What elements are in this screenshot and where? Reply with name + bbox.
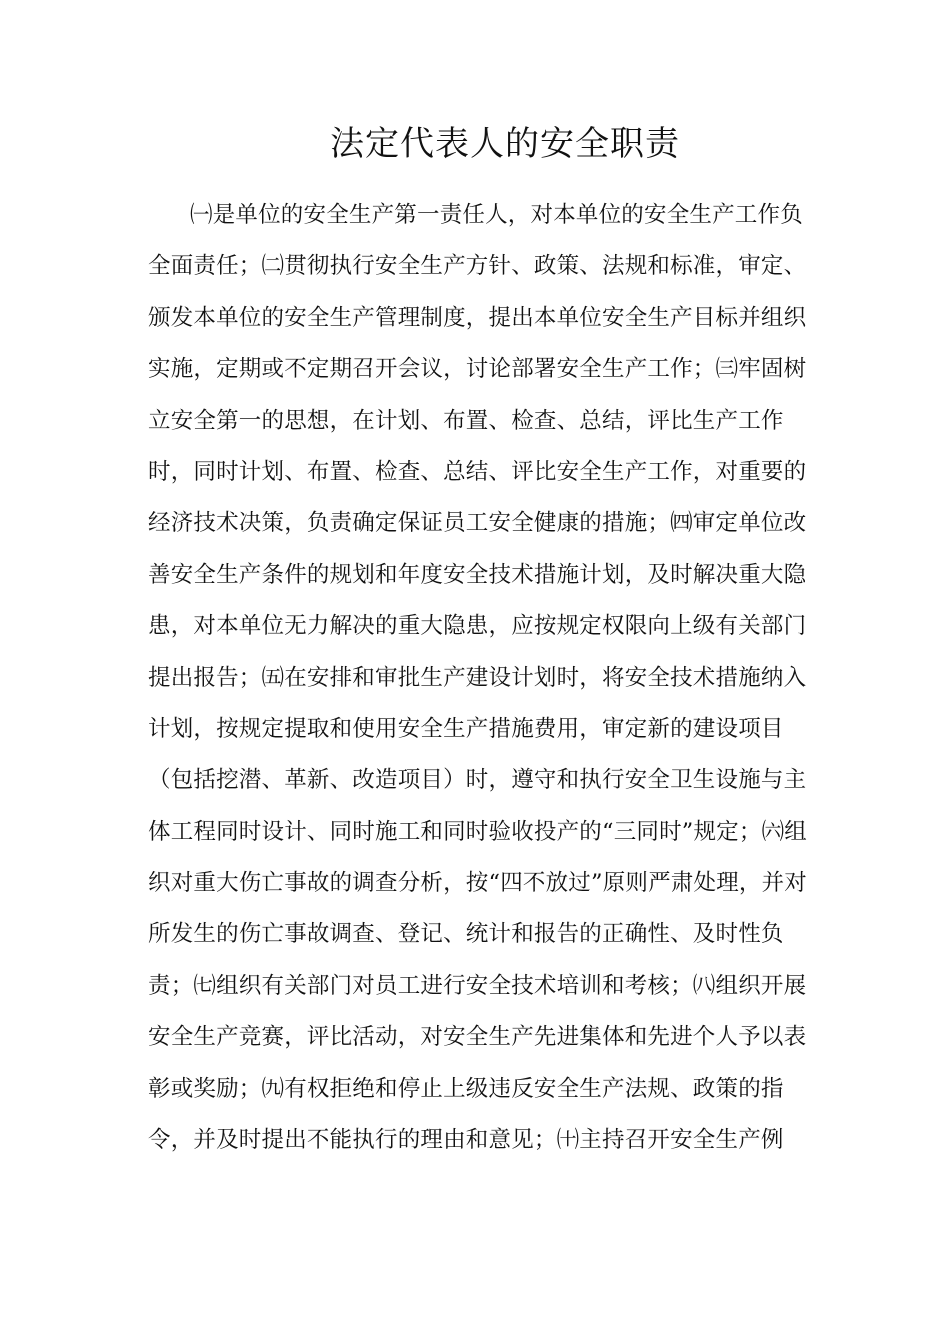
text-line: （包括挖潜、革新、改造项目）时，遵守和执行安全卫生设施与主 xyxy=(148,767,807,794)
text-line: 经济技术决策，负责确定保证员工安全健康的措施；㈣审定单位改 xyxy=(148,510,807,537)
text-line: 患，对本单位无力解决的重大隐患，应按规定权限向上级有关部门 xyxy=(148,613,807,640)
text-line: 立安全第一的思想，在计划、布置、检查、总结，评比生产工作 xyxy=(148,407,784,434)
text-line: 织对重大伤亡事故的调查分析，按“四不放过”原则严肃处理，并对 xyxy=(148,870,808,897)
text-line: 实施，定期或不定期召开会议，讨论部署安全生产工作；㈢牢固树 xyxy=(148,356,807,383)
text-line: 时，同时计划、布置、检查、总结、评比安全生产工作，对重要的 xyxy=(148,458,807,485)
text-line: 令，并及时提出不能执行的理由和意见；㈩主持召开安全生产例 xyxy=(148,1127,784,1154)
text-line: 善安全生产条件的规划和年度安全技术措施计划，及时解决重大隐 xyxy=(148,561,807,588)
text-line: ㈠是单位的安全生产第一责任人，对本单位的安全生产工作负 xyxy=(190,202,803,228)
text-line: 安全生产竞赛，评比活动，对安全生产先进集体和先进个人予以表 xyxy=(148,1024,807,1051)
text-line: 全面责任；㈡贯彻执行安全生产方针、政策、法规和标准，审定、 xyxy=(148,253,807,280)
text-line: 责；㈦组织有关部门对员工进行安全技术培训和考核；㈧组织开展 xyxy=(148,972,807,999)
body-paragraph xyxy=(148,190,808,1166)
text-line: 计划，按规定提取和使用安全生产措施费用，审定新的建设项目 xyxy=(148,715,784,742)
text-line: 体工程同时设计、同时施工和同时验收投产的“三同时”规定；㈥组 xyxy=(148,818,808,845)
text-line: 所发生的伤亡事故调查、登记、统计和报告的正确性、及时性负 xyxy=(148,921,784,948)
text-line: 提出报告；㈤在安排和审批生产建设计划时，将安全技术措施纳入 xyxy=(148,664,807,691)
text-line: 颁发本单位的安全生产管理制度，提出本单位安全生产目标并组织 xyxy=(148,304,807,331)
text-line: 彰或奖励；㈨有权拒绝和停止上级违反安全生产法规、政策的指 xyxy=(148,1075,784,1102)
page-title: 法定代表人的安全职责 xyxy=(330,124,680,164)
